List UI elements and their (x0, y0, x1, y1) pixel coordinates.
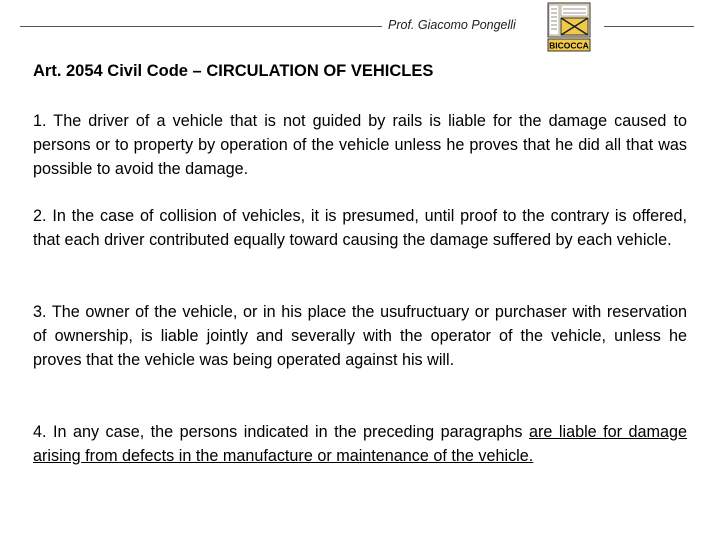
page-title: Art. 2054 Civil Code – CIRCULATION OF VEHICLES (33, 62, 434, 80)
author-name: Prof. Giacomo Pongelli (388, 18, 516, 32)
header-rule-right (604, 26, 694, 27)
paragraph-2: 2. In the case of collision of vehicles, it is presumed, until proof to the contrary is offered, that each driver contributed equally toward causing the damage suffered by each vehicle. (33, 207, 687, 249)
paragraph-1: 1. The driver of a vehicle that is not guided by rails is liable for the damage caused to persons or to property by operation of the vehicle unless he proves that he did all that was possible to avoid the damage. (33, 112, 687, 178)
header-rule-left (20, 26, 382, 27)
paragraph-3: 3. The owner of the vehicle, or in his place the usufructuary or purchaser with reservation of ownership, is liable jointly and severally with the operator of the vehicle, unless he proves that the vehicle was being operated against his will. (33, 303, 687, 369)
paragraph-4-text: 4. In any case, the persons indicated in the preceding paragraphs (33, 423, 529, 441)
paragraph-4 (33, 420, 687, 468)
paragraph-4-underlined-text: are liable for damage arising from defects in the manufacture or maintenance of the vehicle. (33, 423, 688, 465)
logo-text: BICOCCA (549, 40, 589, 51)
university-logo (547, 2, 591, 52)
